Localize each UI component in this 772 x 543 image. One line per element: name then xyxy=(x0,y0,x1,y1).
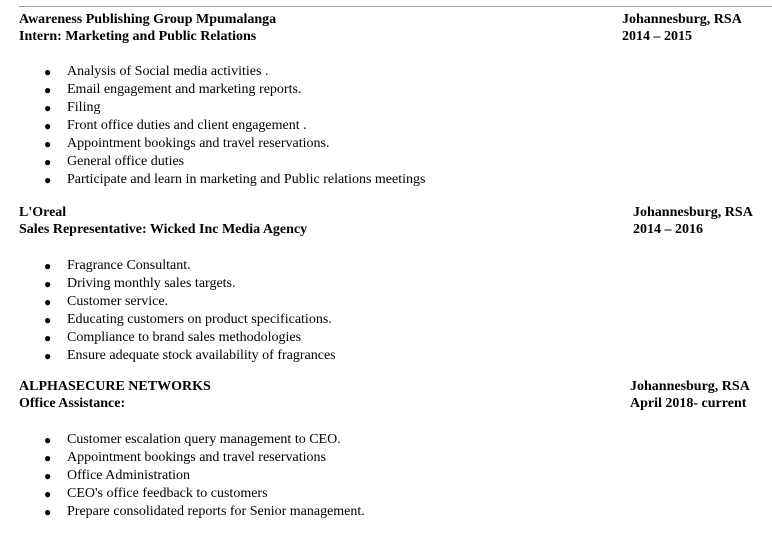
job-entry-awareness-publishing xyxy=(0,11,772,189)
list-item xyxy=(0,275,772,293)
job-subheader xyxy=(0,28,772,45)
duty-text: Participate and learn in marketing and Public relations meetings xyxy=(67,172,426,187)
bullet-icon: ● xyxy=(44,101,52,115)
job-entry-alphasecure xyxy=(0,378,772,521)
top-rule xyxy=(19,6,772,7)
list-item xyxy=(0,171,772,189)
duty-text: Driving monthly sales targets. xyxy=(67,276,236,291)
bullet-icon: ● xyxy=(44,137,52,151)
list-item xyxy=(0,449,772,467)
duty-text: Ensure adequate stock availability of fragrances xyxy=(67,348,336,363)
list-item xyxy=(0,135,772,153)
duty-text: Office Administration xyxy=(67,468,190,483)
list-item xyxy=(0,99,772,117)
job-dates: 2014 – 2015 xyxy=(622,29,692,44)
duty-text: Filing xyxy=(67,100,101,115)
job-location: Johannesburg, RSA xyxy=(630,379,750,394)
job-dates: April 2018- current xyxy=(630,396,747,411)
duty-text: Appointment bookings and travel reservations. xyxy=(67,136,330,151)
bullet-icon: ● xyxy=(44,65,52,79)
duty-text: Analysis of Social media activities . xyxy=(67,64,269,79)
list-item xyxy=(0,293,772,311)
job-role: Sales Representative: Wicked Inc Media Agency xyxy=(19,222,308,237)
job-location: Johannesburg, RSA xyxy=(633,205,753,220)
job-subheader xyxy=(0,221,772,238)
duty-text: Prepare consolidated reports for Senior management. xyxy=(67,504,365,519)
duty-text: CEO's office feedback to customers xyxy=(67,486,268,501)
duty-list xyxy=(0,257,772,365)
bullet-icon: ● xyxy=(44,83,52,97)
bullet-icon: ● xyxy=(44,119,52,133)
bullet-icon: ● xyxy=(44,349,52,363)
bullet-icon: ● xyxy=(44,469,52,483)
bullet-icon: ● xyxy=(44,433,52,447)
duty-text: Email engagement and marketing reports. xyxy=(67,82,302,97)
bullet-icon: ● xyxy=(44,487,52,501)
duty-text: General office duties xyxy=(67,154,185,169)
job-header xyxy=(0,204,772,221)
company-name: ALPHASECURE NETWORKS xyxy=(19,379,211,394)
bullet-icon: ● xyxy=(44,259,52,273)
job-location: Johannesburg, RSA xyxy=(622,12,742,27)
bullet-icon: ● xyxy=(44,155,52,169)
list-item xyxy=(0,63,772,81)
list-item xyxy=(0,311,772,329)
duty-list xyxy=(0,431,772,521)
duty-text: Front office duties and client engagement . xyxy=(67,118,307,133)
bullet-icon: ● xyxy=(44,295,52,309)
duty-text: Educating customers on product specifications. xyxy=(67,312,332,327)
job-role: Intern: Marketing and Public Relations xyxy=(19,29,257,44)
job-header xyxy=(0,11,772,28)
bullet-icon: ● xyxy=(44,451,52,465)
job-dates: 2014 – 2016 xyxy=(633,222,703,237)
bullet-icon: ● xyxy=(44,173,52,187)
list-item xyxy=(0,503,772,521)
list-item xyxy=(0,329,772,347)
duty-text: Customer escalation query management to CEO. xyxy=(67,432,341,447)
bullet-icon: ● xyxy=(44,313,52,327)
job-entry-loreal xyxy=(0,204,772,365)
list-item xyxy=(0,467,772,485)
bullet-icon: ● xyxy=(44,505,52,519)
list-item xyxy=(0,153,772,171)
bullet-icon: ● xyxy=(44,277,52,291)
company-name: L'Oreal xyxy=(19,205,67,220)
duty-list xyxy=(0,63,772,189)
company-name: Awareness Publishing Group Mpumalanga xyxy=(19,12,277,27)
list-item xyxy=(0,485,772,503)
list-item xyxy=(0,117,772,135)
duty-text: Compliance to brand sales methodologies xyxy=(67,330,302,345)
list-item xyxy=(0,81,772,99)
bullet-icon: ● xyxy=(44,331,52,345)
duty-text: Fragrance Consultant. xyxy=(67,258,191,273)
job-role: Office Assistance: xyxy=(19,396,126,411)
list-item xyxy=(0,347,772,365)
duty-text: Appointment bookings and travel reservations xyxy=(67,450,326,465)
list-item xyxy=(0,257,772,275)
job-header xyxy=(0,378,772,395)
list-item xyxy=(0,431,772,449)
duty-text: Customer service. xyxy=(67,294,169,309)
job-subheader xyxy=(0,395,772,412)
